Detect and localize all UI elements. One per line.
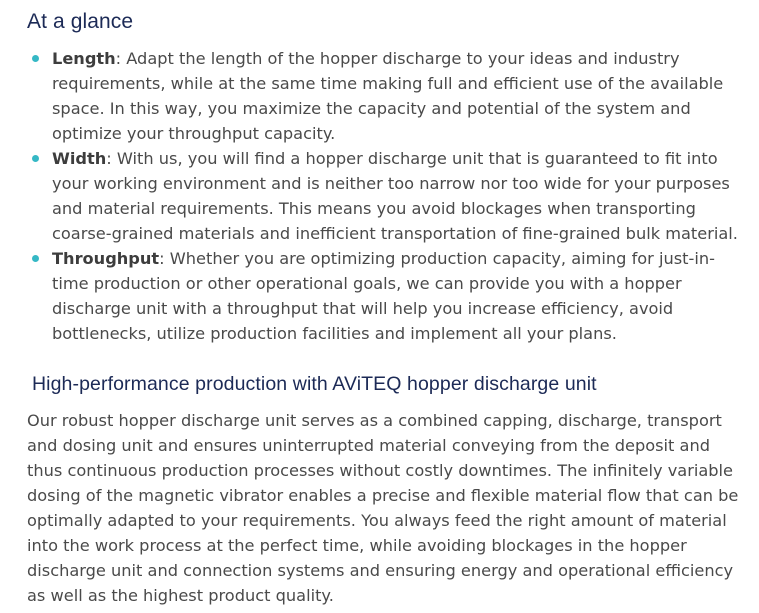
feature-list (0, 46, 759, 346)
list-item-term: Width (52, 149, 107, 168)
list-item-text: : Adapt the length of the hopper discharge to your ideas and industry requirements, while at the same time making full and efficient use of the available space. In this way, you maximize the capacity and potential of the system and optimize your throughput capacity. (52, 49, 724, 143)
bullet-dot-icon (32, 155, 39, 162)
list-item-text: : With us, you will find a hopper discharge unit that is guaranteed to fit into your working environment and is neither too narrow nor too wide for your purposes and material requirements. This means you avoid blockages when transporting coarse-grained materials and inefficient transportation of fine-grained bulk material. (52, 149, 738, 243)
list-item-width (0, 146, 759, 246)
bullet-dot-icon (32, 55, 39, 62)
list-item-term: Throughput (52, 249, 160, 268)
bullet-dot-icon (32, 255, 39, 262)
body-paragraph: Our robust hopper discharge unit serves as a combined capping, discharge, transport and dosing unit and ensures uninterrupted material conveying from the deposit and thus continuous production processes without costly downtimes. The infinitely variable dosing of the magnetic vibrator enables a precise and flexible material flow that can be optimally adapted to your requirements. You always feed the right amount of material into the work process at the perfect time, while avoiding blockages in the hopper discharge unit and connection systems and ensuring energy and operational efficiency as well as the highest product quality. (27, 411, 739, 605)
section-heading-high-performance: High-performance production with AViTEQ hopper discharge unit (32, 373, 597, 395)
section-heading-at-a-glance: At a glance (27, 10, 134, 33)
list-item-length (0, 46, 759, 146)
list-item-throughput (0, 246, 759, 346)
list-item-term: Length (52, 49, 116, 68)
list-item-text: : Whether you are optimizing production capacity, aiming for just-in-time production or other operational goals, we can provide you with a hopper discharge unit with a throughput that will help you increase efficiency, avoid bottlenecks, utilize production facilities and implement all your plans. (52, 249, 715, 343)
